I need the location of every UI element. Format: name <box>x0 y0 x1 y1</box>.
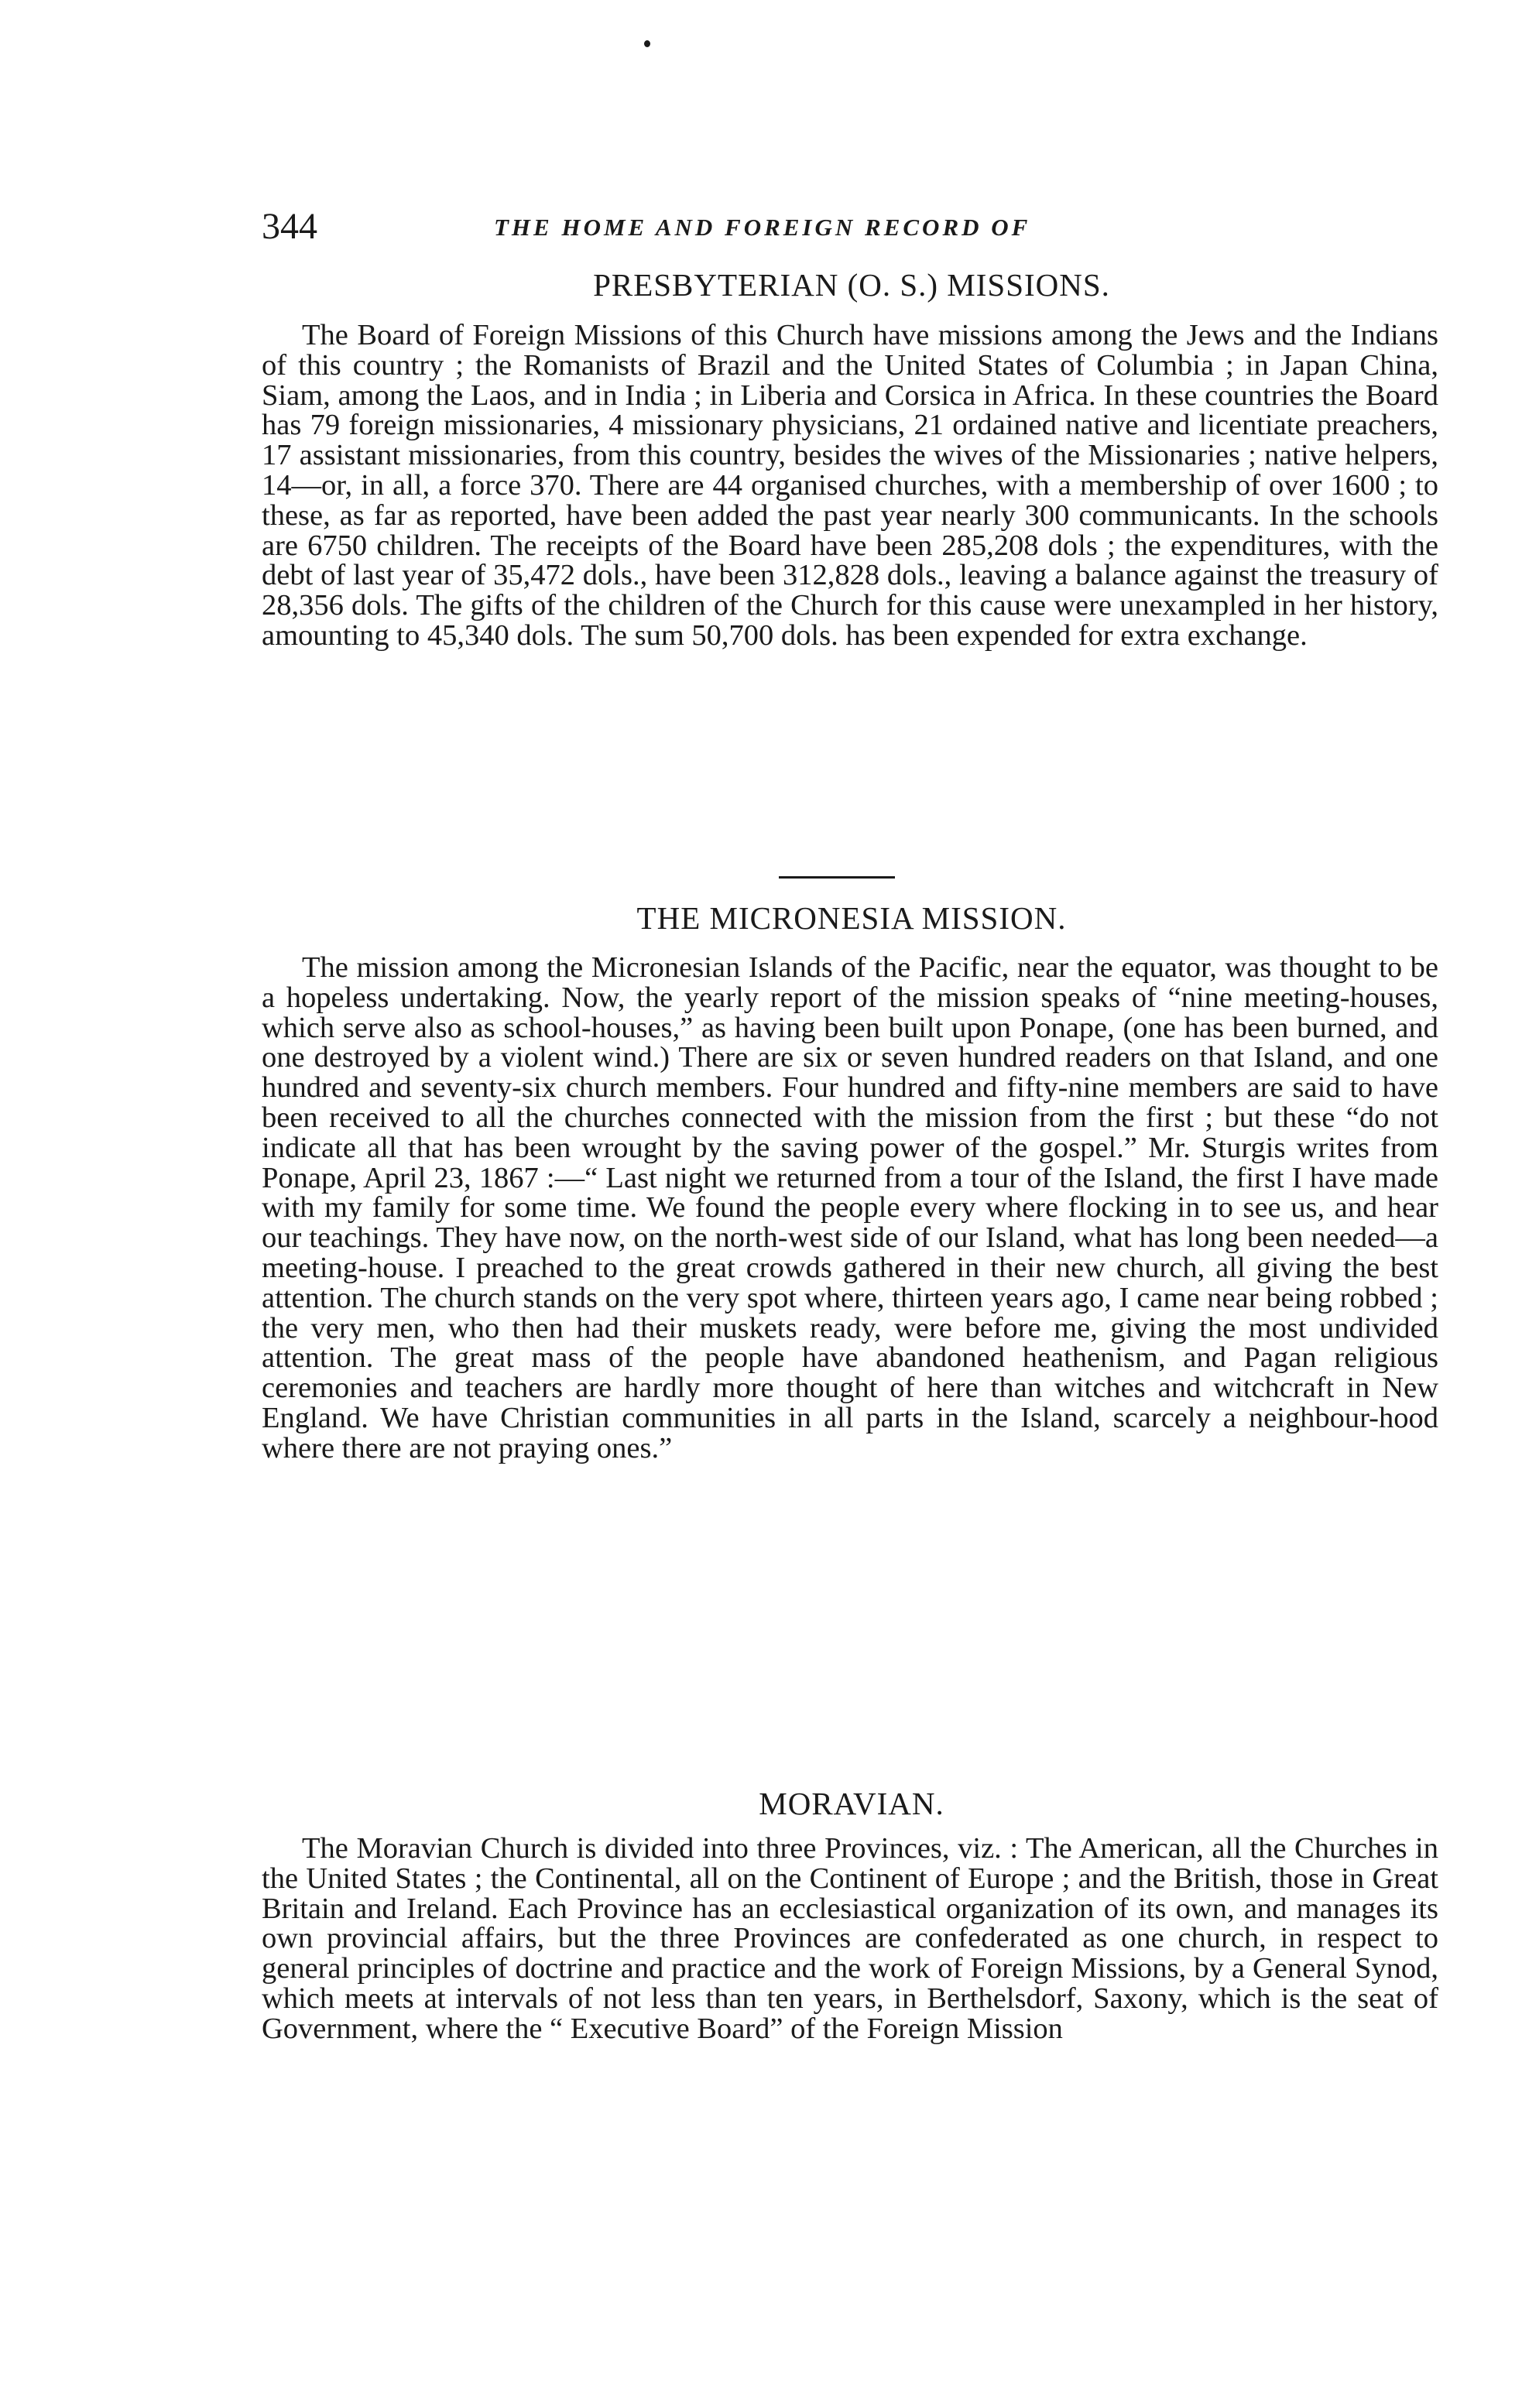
paragraph-moravian: The Moravian Church is divided into three Provinces, viz. : The American, all the Churches in the United States ; the Continental, all on the Continent of Europe ; and the British, those in Great Britain and Ireland. Each Province has an ecclesiastical organization of its own, and manages its own provincial affairs, but the three Provinces are confederated as one church, in respect to general principles of doctrine and practice and the work of Foreign Missions, by a General Synod, which meets at intervals of not less than ten years, in Berthelsdorf, Saxony, which is the seat of Government, where the “ Executive Board” of the Foreign Mission <box>262 1832 1438 2045</box>
paragraph-micronesia: The mission among the Micronesian Islands of the Pacific, near the equator, was thought to be a hopeless undertaking. Now, the yearly report of the mission speaks of “nine meeting-houses, which serve also as school-houses,” as having been built upon Ponape, (one has been burned, and one destroyed by a violent wind.) There are six or seven hundred readers on that Island, and one hundred and seventy-six church members. Four hundred and fifty-nine members are said to have been received to all the churches connected with the mission from the first ; but these “do not indicate all that has been wrought by the saving power of the gospel.” Mr. Sturgis writes from Ponape, April 23, 1867 :—“ Last night we returned from a tour of the Island, the first I have made with my family for some time. We found the people every where flocking in to see us, and hear our teachings. They have now, on the north-west side of our Island, what has long been needed—a meeting-house. I preached to the great crowds gathered in their new church, all giving the best attention. The church stands on the very spot where, thirteen years ago, I came near being robbed ; the very men, who then had their muskets ready, were before me, giving the most undivided attention. The great mass of the people have abandoned heathenism, and Pagan religious ceremonies and teachers are hardly more thought of here than witches and witchcraft in New England. We have Christian communities in all parts in the Island, scarcely a neighbour-hood where there are not praying ones.” <box>262 951 1438 1464</box>
running-title: THE HOME AND FOREIGN RECORD OF <box>494 214 1031 241</box>
section-divider <box>779 876 895 879</box>
section-heading-moravian: MORAVIAN. <box>759 1786 944 1821</box>
running-header <box>262 200 1438 254</box>
section-heading-micronesia: THE MICRONESIA MISSION. <box>636 900 1067 936</box>
page-number: 344 <box>262 206 317 247</box>
print-speck <box>644 40 650 47</box>
section-heading-presbyterian: PRESBYTERIAN (O. S.) MISSIONS. <box>593 267 1110 303</box>
paragraph-presbyterian: The Board of Foreign Missions of this Church have missions among the Jews and the Indians of this country ; the Romanists of Brazil and the United States of Columbia ; in Japan China, Siam, among the Laos, and in India ; in Liberia and Corsica in Africa. In these countries the Board has 79 foreign missionaries, 4 missionary physicians, 21 ordained native and licentiate preachers, 17 assistant missionaries, from this country, besides the wives of the Missionaries ; native helpers, 14—or, in all, a force 370. There are 44 organised churches, with a membership of over 1600 ; to these, as far as reported, have been added the past year nearly 300 communicants. In the schools are 6750 children. The receipts of the Board have been 285,208 dols ; the expenditures, with the debt of last year of 35,472 dols., have been 312,828 dols., leaving a balance against the treasury of 28,356 dols. The gifts of the children of the Church for this cause were unexampled in her history, amounting to 45,340 dols. The sum 50,700 dols. has been expended for extra exchange. <box>262 319 1438 652</box>
